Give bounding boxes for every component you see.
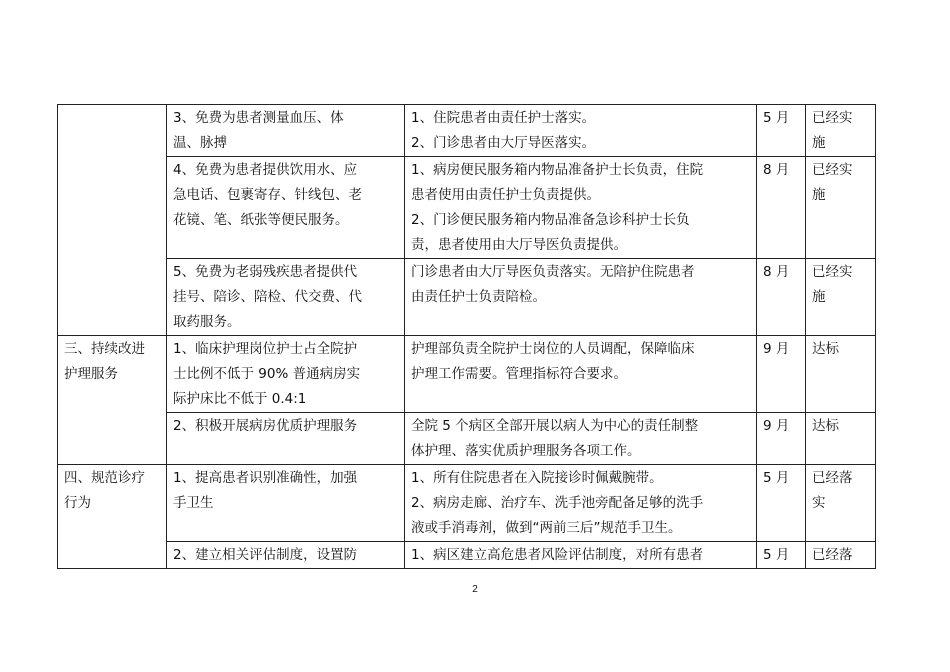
table-row — [58, 465, 876, 542]
item-cell: 2、积极开展病房优质护理服务 — [167, 413, 405, 465]
measures-cell: 1、病房便民服务箱内物品准备护士长负责，住院 患者使用由责任护士负责提供。 2、门诊便民服务箱内物品准备急诊科护士长负 责，患者使用由大厅导医负责提供。 — [405, 157, 757, 259]
table-row — [58, 157, 876, 259]
item-cell: 1、提高患者识别准确性，加强 手卫生 — [167, 465, 405, 542]
table-row — [58, 336, 876, 413]
month-cell: 5 月 — [757, 465, 806, 542]
item-cell: 1、临床护理岗位护士占全院护 士比例不低于 90% 普通病房实 际护床比不低于 0.4:1 — [167, 336, 405, 413]
status-cell: 达标 — [806, 413, 876, 465]
category-cell: 三、持续改进 护理服务 — [58, 336, 167, 465]
measures-cell: 门诊患者由大厅导医负责落实。无陪护住院患者 由责任护士负责陪检。 — [405, 259, 757, 336]
page-number: 2 — [472, 584, 478, 595]
measures-cell: 1、病区建立高危患者风险评估制度，对所有患者 — [405, 542, 757, 569]
measures-cell: 1、住院患者由责任护士落实。 2、门诊患者由大厅导医落实。 — [405, 105, 757, 157]
month-cell: 8 月 — [757, 157, 806, 259]
item-cell: 2、建立相关评估制度，设置防 — [167, 542, 405, 569]
table-row — [58, 413, 876, 465]
category-cell — [58, 105, 167, 336]
status-cell: 已经落 实 — [806, 465, 876, 542]
status-cell: 已经实 施 — [806, 105, 876, 157]
category-cell: 四、规范诊疗 行为 — [58, 465, 167, 569]
work-plan-table — [57, 104, 876, 569]
measures-cell: 全院 5 个病区全部开展以病人为中心的责任制整 体护理、落实优质护理服务各项工作。 — [405, 413, 757, 465]
month-cell: 9 月 — [757, 336, 806, 413]
item-cell: 3、免费为患者测量血压、体 温、脉搏 — [167, 105, 405, 157]
month-cell: 5 月 — [757, 105, 806, 157]
month-cell: 8 月 — [757, 259, 806, 336]
month-cell: 9 月 — [757, 413, 806, 465]
table-row — [58, 105, 876, 157]
item-cell: 4、免费为患者提供饮用水、应 急电话、包裹寄存、针线包、老 花镜、笔、纸张等便民服务。 — [167, 157, 405, 259]
measures-cell: 护理部负责全院护士岗位的人员调配，保障临床 护理工作需要。管理指标符合要求。 — [405, 336, 757, 413]
item-cell: 5、免费为老弱残疾患者提供代 挂号、陪诊、陪检、代交费、代 取药服务。 — [167, 259, 405, 336]
month-cell: 5 月 — [757, 542, 806, 569]
table-row — [58, 259, 876, 336]
measures-cell: 1、所有住院患者在入院接诊时佩戴腕带。 2、病房走廊、治疗车、洗手池旁配备足够的洗手 液或手消毒剂，做到“两前三后”规范手卫生。 — [405, 465, 757, 542]
status-cell: 达标 — [806, 336, 876, 413]
status-cell: 已经实 施 — [806, 259, 876, 336]
status-cell: 已经实 施 — [806, 157, 876, 259]
table-row — [58, 542, 876, 569]
status-cell: 已经落 — [806, 542, 876, 569]
